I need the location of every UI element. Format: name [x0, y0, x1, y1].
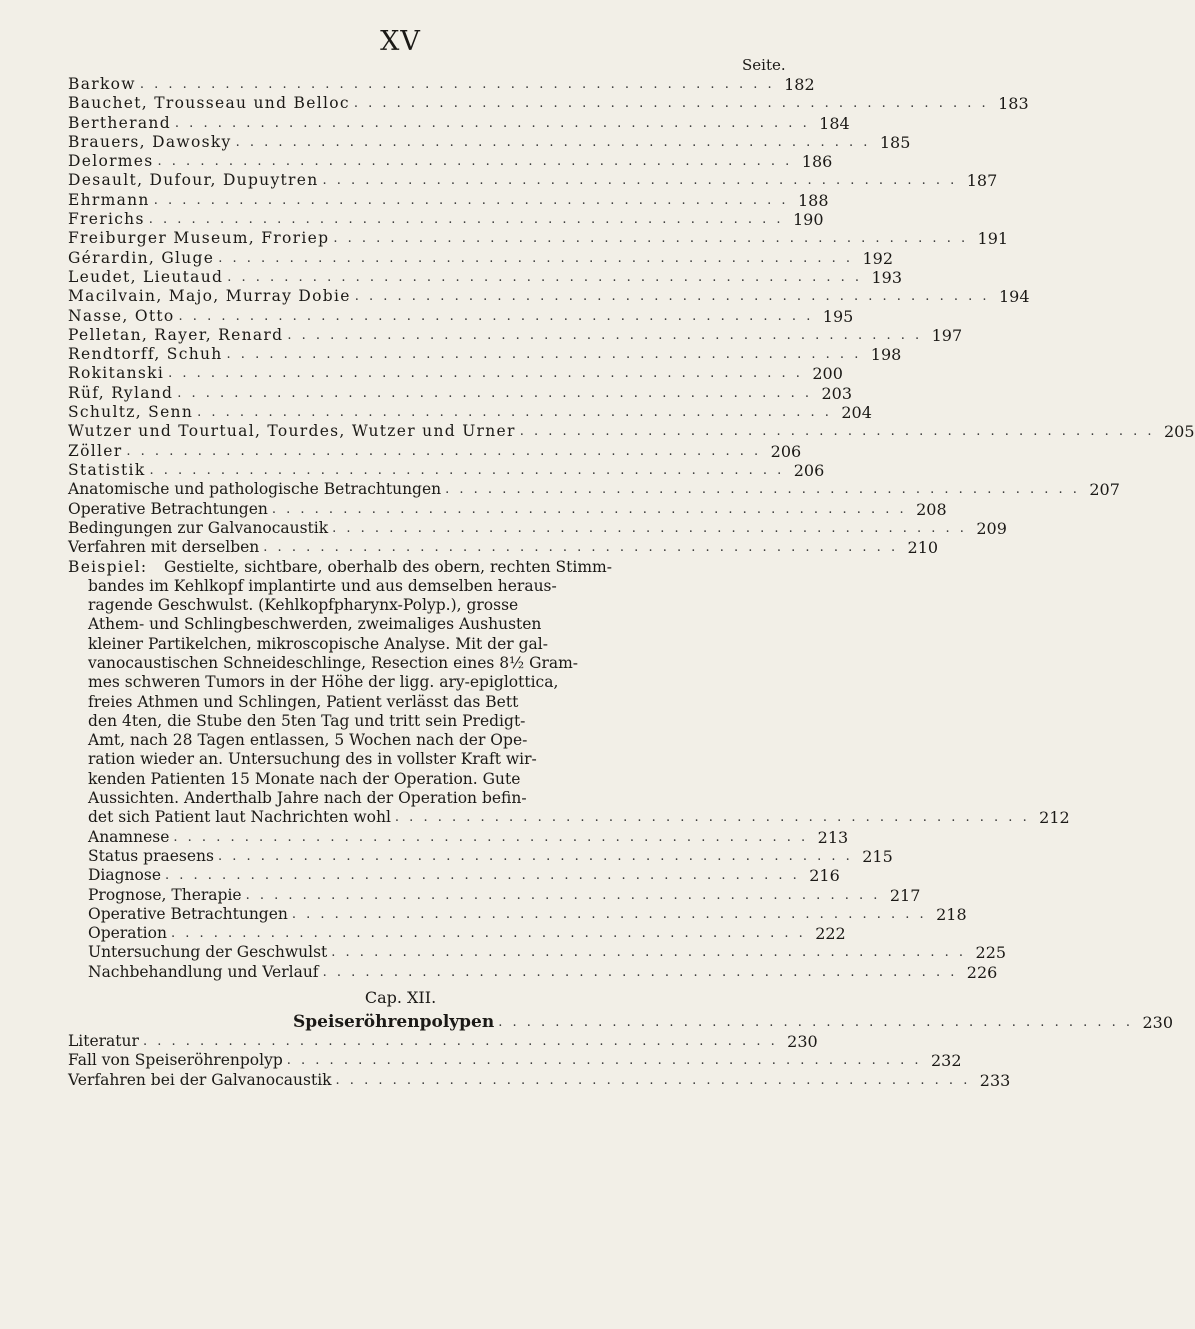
- example-line: Aussichten. Anderthalb Jahre nach der Operation befin-: [88, 789, 527, 808]
- entry-page: 230: [787, 1032, 818, 1052]
- entry-label: Nasse, Otto: [68, 306, 175, 325]
- leader-dots: . . . . . . . . . . . . . . . . . . . . . . . . . . . . . . . . . . . . . . . . . . . . .: [245, 887, 881, 903]
- author-entry: [68, 210, 824, 230]
- entry-label: Untersuchung der Geschwulst: [88, 943, 328, 962]
- author-entry: [68, 248, 894, 268]
- leader-dots: . . . . . . . . . . . . . . . . . . . . . . . . . . . . . . . . . . . . . . . . . . . . .: [322, 173, 958, 189]
- leader-dots: . . . . . . . . . . . . . . . . . . . . . . . . . . . . . . . . . . . . . . . . . . . . .: [227, 269, 862, 285]
- leader-dots: . . . . . . . . . . . . . . . . . . . . . . . . . . . . . . . . . . . . . . . . . . . . .: [170, 926, 806, 942]
- example-label: Beispiel:: [68, 557, 148, 576]
- leader-dots: . . . . . . . . . . . . . . . . . . . . . . . . . . . . . . . . . . . . . . . . . . . . .: [353, 96, 989, 112]
- entry-label: Macilvain, Majo, Murray Dobie: [68, 287, 351, 306]
- chapter-label: Cap. XII.: [364, 988, 437, 1008]
- entry-label: Anatomische und pathologische Betrachtungen: [68, 480, 442, 499]
- example-line: den 4ten, die Stube den 5ten Tag und tritt sein Predigt-: [88, 711, 526, 730]
- leader-dots: . . . . . . . . . . . . . . . . . . . . . . . . . . . . . . . . . . . . . . . . . . . . .: [139, 77, 775, 92]
- author-entry: [68, 267, 902, 287]
- leader-dots: . . . . . . . . . . . . . . . . . . . . . . . . . . . . . . . . . . . . . . . . . . . . .: [271, 501, 907, 517]
- entry-label: Operative Betrachtungen: [88, 904, 288, 923]
- leader-dots: . . . . . . . . . . . . . . . . . . . . . . . . . . . . . . . . . . . . . . . . . . . . .: [218, 250, 854, 266]
- leader-dots: . . . . . . . . . . . . . . . . . . . . . . . . . . . . . . . . . . . . . . . . . . . . .: [498, 1014, 1134, 1030]
- entry-page: 191: [977, 229, 1009, 249]
- entry-label: Gérardin, Gluge: [68, 248, 215, 267]
- entry-page: 226: [966, 962, 998, 982]
- example-subentry: [88, 904, 967, 924]
- author-entry: [68, 441, 802, 461]
- entry-label: Zöller: [68, 441, 123, 460]
- example-last-line: [68, 808, 1070, 828]
- entry-page: 215: [862, 846, 893, 866]
- page-number: XV: [380, 26, 421, 57]
- entry-page: 230: [1142, 1012, 1174, 1032]
- entry-page: 194: [998, 287, 1030, 307]
- leader-dots: . . . . . . . . . . . . . . . . . . . . . . . . . . . . . . . . . . . . . . . . . . . . .: [173, 829, 809, 845]
- leader-dots: . . . . . . . . . . . . . . . . . . . . . . . . . . . . . . . . . . . . . . . . . . . . .: [218, 848, 853, 864]
- example-line: Gestielte, sichtbare, oberhalb des obern, rechten Stimm-: [164, 557, 612, 576]
- entry-label: Brauers, Dawosky: [68, 132, 232, 151]
- leader-dots: . . . . . . . . . . . . . . . . . . . . . . . . . . . . . . . . . . . . . . . . . . . . .: [335, 1072, 971, 1088]
- entry-page: 208: [916, 499, 947, 519]
- entry-page: 193: [871, 267, 902, 287]
- entry-page: 206: [770, 441, 802, 461]
- example-line: Amt, nach 28 Tagen entlassen, 5 Wochen nach der Ope-: [88, 731, 528, 750]
- example-line: mes schweren Tumors in der Höhe der ligg. ary-epiglottica,: [88, 673, 559, 692]
- entry-page: 217: [889, 885, 921, 905]
- entry-label: Rüf, Ryland: [68, 383, 174, 402]
- entry-page: 225: [975, 943, 1007, 963]
- entry-page: 232: [931, 1051, 962, 1071]
- chapter-entry: [68, 1051, 962, 1071]
- entry-page: 184: [819, 113, 850, 133]
- chapter-entry: [68, 1070, 1011, 1090]
- chapter-title-row: [68, 1010, 1174, 1032]
- entry-page: 203: [821, 383, 853, 403]
- entry-page: 222: [815, 924, 846, 944]
- leader-dots: . . . . . . . . . . . . . . . . . . . . . . . . . . . . . . . . . . . . . . . . . . . . .: [177, 385, 813, 401]
- column-heading: Seite.: [742, 56, 786, 74]
- example-line: bandes im Kehlkopf implantirte und aus demselben heraus-: [88, 576, 557, 595]
- entry-label: Bedingungen zur Galvanocaustik: [68, 518, 329, 537]
- example-subentries: [88, 827, 1007, 982]
- author-entry: [68, 364, 843, 384]
- entry-page: 190: [792, 210, 824, 230]
- entry-page: 213: [817, 827, 849, 847]
- entry-label: Anamnese: [88, 827, 170, 846]
- leader-dots: . . . . . . . . . . . . . . . . . . . . . . . . . . . . . . . . . . . . . . . . . . . . .: [445, 482, 1080, 498]
- example-subentry: [88, 846, 893, 866]
- entry-page: 207: [1089, 480, 1120, 500]
- leader-dots: . . . . . . . . . . . . . . . . . . . . . . . . . . . . . . . . . . . . . . . . . . . . .: [332, 520, 967, 536]
- example-subentry: [88, 885, 921, 905]
- leader-dots: . . . . . . . . . . . . . . . . . . . . . . . . . . . . . . . . . . . . . . . . . . . . .: [291, 906, 927, 922]
- leader-dots: . . . . . . . . . . . . . . . . . . . . . . . . . . . . . . . . . . . . . . . . . . . . .: [142, 1034, 778, 1050]
- leader-dots: . . . . . . . . . . . . . . . . . . . . . . . . . . . . . . . . . . . . . . . . . . . . .: [235, 134, 871, 150]
- entry-page: 186: [801, 152, 833, 172]
- entry-label: Pelletan, Rayer, Renard: [68, 325, 284, 344]
- example-line: ragende Geschwulst. (Kehlkopfpharynx-Polyp.), grosse: [88, 596, 519, 615]
- example-line: ration wieder an. Untersuchung des in vollster Kraft wir-: [88, 750, 537, 769]
- entry-page: 212: [1039, 808, 1070, 828]
- leader-dots: . . . . . . . . . . . . . . . . . . . . . . . . . . . . . . . . . . . . . . . . . . . . .: [178, 308, 814, 324]
- entry-page: 183: [998, 94, 1029, 114]
- entry-page: 198: [870, 345, 902, 365]
- entry-label: Operation: [88, 924, 167, 943]
- entry-page: 200: [812, 364, 843, 384]
- author-entry: [68, 403, 872, 423]
- entry-label: Verfahren mit derselben: [68, 538, 260, 557]
- entry-label: Fall von Speiseröhrenpolyp: [68, 1051, 283, 1070]
- author-entry: [68, 460, 825, 480]
- author-entry: [68, 171, 998, 191]
- author-entry: [68, 287, 1030, 307]
- entry-page: 209: [976, 518, 1007, 538]
- example-subentry: [88, 827, 849, 847]
- entry-label: Rokitanski: [68, 364, 165, 383]
- entry-label: Status praesens: [88, 846, 214, 865]
- entry-page: 195: [822, 306, 854, 326]
- entry-page: 205: [1163, 422, 1195, 442]
- entry-page: 197: [931, 325, 963, 345]
- leader-dots: . . . . . . . . . . . . . . . . . . . . . . . . . . . . . . . . . . . . . . . . . . . . .: [354, 289, 990, 305]
- author-entry: [68, 345, 902, 365]
- author-entry: [68, 152, 833, 172]
- leader-dots: . . . . . . . . . . . . . . . . . . . . . . . . . . . . . . . . . . . . . . . . . . . . .: [153, 192, 789, 208]
- entry-page: 182: [784, 75, 815, 94]
- entry-label: Frerichs: [68, 210, 145, 229]
- author-entry: [68, 94, 1029, 114]
- author-entry: [68, 422, 1195, 442]
- entry-label: Delormes: [68, 152, 154, 171]
- leader-dots: . . . . . . . . . . . . . . . . . . . . . . . . . . . . . . . . . . . . . . . . . . . . .: [226, 347, 862, 363]
- leader-dots: . . . . . . . . . . . . . . . . . . . . . . . . . . . . . . . . . . . . . . . . . . . . .: [286, 1053, 922, 1069]
- entry-label: Desault, Dufour, Dupuytren: [68, 171, 319, 190]
- entry-label: Statistik: [68, 460, 146, 479]
- topic-entry: [68, 499, 947, 519]
- leader-dots: . . . . . . . . . . . . . . . . . . . . . . . . . . . . . . . . . . . . . . . . . . . . .: [168, 366, 803, 382]
- entry-label: Prognose, Therapie: [88, 885, 242, 904]
- example-line: Athem- und Schlingbeschwerden, zweimaliges Aushusten: [88, 615, 542, 634]
- entry-page: 210: [907, 538, 939, 558]
- author-entry: [68, 229, 1009, 249]
- example-line: freies Athmen und Schlingen, Patient verlässt das Bett: [88, 692, 519, 711]
- leader-dots: . . . . . . . . . . . . . . . . . . . . . . . . . . . . . . . . . . . . . . . . . . . . .: [197, 405, 832, 421]
- author-entry: [68, 325, 963, 345]
- entry-page: 188: [797, 190, 829, 210]
- entry-label: Speiseröhrenpolypen: [293, 1011, 495, 1032]
- example-body: [68, 557, 1070, 828]
- leader-dots: . . . . . . . . . . . . . . . . . . . . . . . . . . . . . . . . . . . . . . . . . . . . .: [287, 327, 923, 343]
- example-line: kenden Patienten 15 Monate nach der Operation. Gute: [88, 769, 521, 788]
- chapter-rows: [68, 1010, 1174, 1090]
- entry-label: Nachbehandlung und Verlauf: [88, 962, 319, 981]
- entry-label: Leudet, Lieutaud: [68, 267, 224, 286]
- author-entry: [68, 75, 815, 94]
- topic-entry: [68, 518, 1007, 538]
- entry-page: 192: [862, 248, 894, 268]
- chapter-entry: [68, 1032, 818, 1052]
- leader-dots: . . . . . . . . . . . . . . . . . . . . . . . . . . . . . . . . . . . . . . . . . . . . .: [157, 154, 793, 170]
- entry-page: 206: [793, 460, 825, 480]
- leader-dots: . . . . . . . . . . . . . . . . . . . . . . . . . . . . . . . . . . . . . . . . . . . . .: [263, 540, 899, 556]
- topic-index: [68, 480, 1120, 558]
- entry-page: 187: [966, 171, 998, 191]
- entry-label: Diagnose: [88, 866, 161, 885]
- author-entry: [68, 132, 911, 152]
- entry-page: 218: [936, 904, 967, 924]
- topic-entry: [68, 480, 1120, 500]
- entry-label: Bauchet, Trousseau und Belloc: [68, 94, 350, 113]
- author-entry: [68, 113, 850, 133]
- example-line: kleiner Partikelchen, mikroscopische Analyse. Mit der gal-: [88, 634, 548, 653]
- author-entry: [68, 306, 854, 326]
- example-subentry: [88, 866, 840, 886]
- author-index: [68, 75, 1195, 480]
- leader-dots: . . . . . . . . . . . . . . . . . . . . . . . . . . . . . . . . . . . . . . . . . . . . .: [126, 443, 762, 459]
- author-entry: [68, 190, 829, 210]
- leader-dots: . . . . . . . . . . . . . . . . . . . . . . . . . . . . . . . . . . . . . . . . . . . . .: [148, 212, 784, 228]
- entry-page: 204: [841, 403, 872, 423]
- entry-label: Ehrmann: [68, 190, 150, 209]
- entry-label: Barkow: [68, 75, 136, 93]
- leader-dots: . . . . . . . . . . . . . . . . . . . . . . . . . . . . . . . . . . . . . . . . . . . . .: [174, 115, 810, 131]
- leader-dots: . . . . . . . . . . . . . . . . . . . . . . . . . . . . . . . . . . . . . . . . . . . . .: [333, 231, 969, 247]
- author-entry: [68, 383, 853, 403]
- leader-dots: . . . . . . . . . . . . . . . . . . . . . . . . . . . . . . . . . . . . . . . . . . . . .: [519, 424, 1155, 440]
- leader-dots: . . . . . . . . . . . . . . . . . . . . . . . . . . . . . . . . . . . . . . . . . . . . .: [331, 945, 967, 961]
- entry-label: Rendtorff, Schuh: [68, 345, 223, 364]
- example-subentry: [88, 943, 1007, 963]
- entry-label: Schultz, Senn: [68, 403, 194, 422]
- leader-dots: . . . . . . . . . . . . . . . . . . . . . . . . . . . . . . . . . . . . . . . . . . . . .: [394, 810, 1030, 826]
- example-subentry: [88, 924, 846, 944]
- leader-dots: . . . . . . . . . . . . . . . . . . . . . . . . . . . . . . . . . . . . . . . . . . . . .: [149, 462, 785, 478]
- leader-dots: . . . . . . . . . . . . . . . . . . . . . . . . . . . . . . . . . . . . . . . . . . . . .: [322, 964, 958, 980]
- entry-label: det sich Patient laut Nachrichten wohl: [88, 808, 391, 827]
- entry-label: Operative Betrachtungen: [68, 499, 268, 518]
- topic-entry: [68, 538, 939, 558]
- entry-label: Wutzer und Tourtual, Tourdes, Wutzer und Urner: [68, 422, 516, 441]
- entry-label: Bertherand: [68, 113, 171, 132]
- entry-label: Literatur: [68, 1032, 139, 1051]
- entry-page: 216: [809, 866, 840, 886]
- entry-label: Freiburger Museum, Froriep: [68, 229, 330, 248]
- entry-page: 185: [879, 132, 911, 152]
- entry-page: 233: [979, 1070, 1011, 1090]
- entry-label: Verfahren bei der Galvanocaustik: [68, 1070, 332, 1089]
- example-line: vanocaustischen Schneideschlinge, Resection eines 8½ Gram-: [88, 653, 579, 672]
- example-subentry: [88, 962, 998, 982]
- leader-dots: . . . . . . . . . . . . . . . . . . . . . . . . . . . . . . . . . . . . . . . . . . . . .: [165, 868, 800, 884]
